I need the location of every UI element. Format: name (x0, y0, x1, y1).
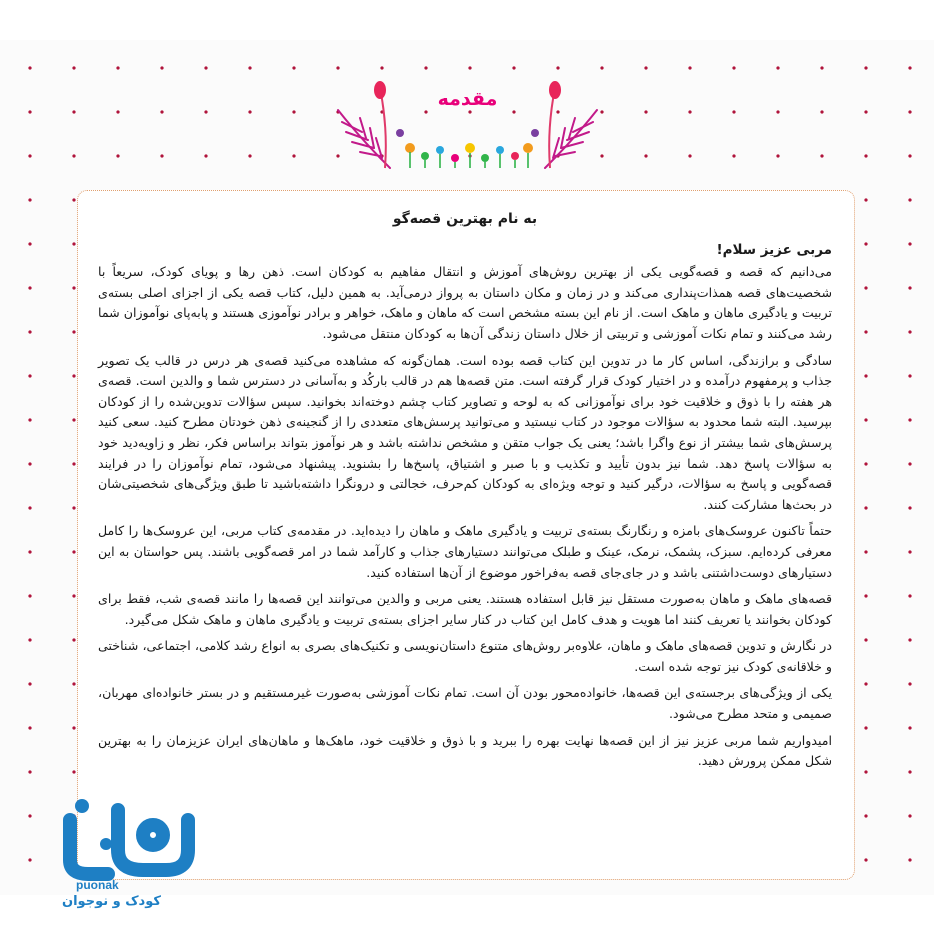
paragraph: می‌دانیم که قصه و قصه‌گویی یکی از بهترین روش‌های آموزش و انتقال مفاهیم به کودکان است. ذهن رها و پویای کودک، سریعاً با شخصیت‌های قصه همذات‌پنداری می‌کند و در زمان و مکان داستان به پرواز درمی‌آید. به همین دلیل، کتاب قصه یکی از اجزای اصلی بسته‌ی تربیت و یادگیری ماهان و ماهک است. از نام این بسته مشخص است که ماهان و ماهک، خواهر و برادر نوآموزی هستند و پابه‌پای نوآموزان شما رشد می‌کنند و تمام نکات آموزشی و تربیتی از خلال داستان زندگی آن‌ها به کودکان منتقل می‌شود. (98, 264, 832, 341)
paragraph: امیدواریم شما مربی عزیز نیز از این قصه‌ها نهایت بهره را ببرید و با ذوق و خلاقیت خود، ماهک‌ها و ماهان‌های ایران عزیزمان را به بهترین شکل ممکن پرورش دهید. (98, 732, 832, 769)
logo-tagline: کودک و نوجوان (62, 894, 161, 909)
paragraph: در نگارش و تدوین قصه‌های ماهک و ماهان، علاوه‌بر روش‌های متنوع داستان‌نویسی و تکنیک‌های بصری به انواع رشد کلامی، اجتماعی، شناختی و خلاقانه‌ی کودک نیز توجه شده است. (98, 638, 832, 674)
paragraph: حتماً تاکنون عروسک‌های بامزه و رنگارنگ بسته‌ی تربیت و یادگیری ماهک و ماهان را دیده‌اید. در مقدمه‌ی کتاب مربی، این عروسک‌ها را کامل معرفی کرده‌ایم. سبزک، پشمک، نرمک، عینک و طبلک می‌توانند دستیارهای جذاب و کارآمد شما در امر قصه‌گویی باشند. پس حواستان به این دستیارهای دوست‌داشتنی باشد و در جای‌جای قصه به‌فراخور موضوع از آن‌ها استفاده کنید. (98, 523, 832, 580)
content-text (98, 209, 832, 778)
greeting: مربی عزیز سلام! (716, 241, 832, 258)
paragraph: قصه‌های ماهک و ماهان به‌صورت مستقل نیز قابل استفاده هستند. یعنی مربی و والدین می‌توانند این قصه‌ها را مانند قصه‌ی شب، فقط برای کودکان بخوانند یا تعریف کنند اما هویت و هدف کامل این کتاب در کنار سایر اجزای بسته‌ی تربیت و یادگیری ماهان و ماهک شکل می‌گیرد. (98, 591, 832, 627)
chapter-title: مقدمه (437, 88, 498, 110)
content-box (77, 190, 855, 880)
paragraph: سادگی و برازندگی، اساس کار ما در تدوین این کتاب قصه بوده است. همان‌گونه که مشاهده می‌کنید قصه‌ی هر درس در قالب یک تصویر جذاب و پرمفهوم درآمده و در اختیار کودک قرار گرفته است. متن قصه‌ها هم در قالب بارکُد و به‌آسانی در دسترس شما و والدین است. قصه‌ی هر هفته را با ذوق و خلاقیت خود برای نوآموزانی که به لوحه و تصاویر کتاب چشم دوخته‌اند بخوانید. سپس سؤالات تدوین‌شده را از کودکان بپرسید. البته شما محدود به سؤالات موجود در کتاب نیستید و می‌توانید پرسش‌های متعددی را از گنجینه‌ی ذهن خودتان مطرح کنید. سعی کنید پرسش‌های شما بیشتر از نوع واگرا باشد؛ یعنی یک جواب متقن و مشخص نداشته باشد و هر نوآموز بتواند براساس فکر، نظر و زاویه‌دید خود به سؤالات پاسخ دهد. شما نیز بدون تأیید و تکذیب و با صبر و اشتیاق، پاسخ‌ها را بشنوید. پیشنهاد می‌شود، تمام نوآموزان را در فرایند قصه‌گویی و پاسخ به سؤالات، درگیر کنید و توجه ویژه‌ای به کودکان کم‌حرف، خجالتی و درونگرا داشته‌باشید تا طبق ویژگی‌های شخصیتی‌شان در بحث‌ها مشارکت کنند. (98, 352, 832, 512)
logo-mark-icon (48, 790, 208, 890)
publisher-logo (48, 790, 208, 930)
chapter-header (330, 78, 605, 174)
logo-name: puonak (76, 878, 119, 892)
content-heading: به نام بهترین قصه‌گو (392, 211, 538, 227)
paragraph: یکی از ویژگی‌های برجسته‌ی این قصه‌ها، خانواده‌محور بودن آن است. تمام نکات آموزشی به‌صورت غیرمستقیم و در بستر خانواده‌ای مهربان، صمیمی و متحد مطرح می‌شود. (98, 685, 832, 722)
